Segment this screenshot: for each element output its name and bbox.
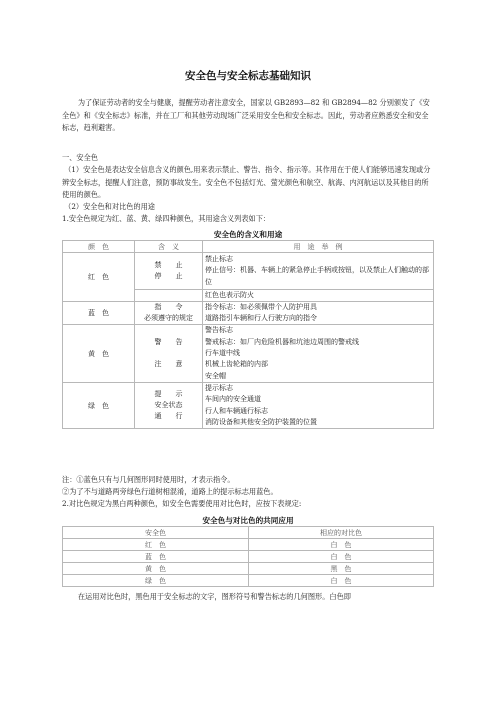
uses-cell [203,382,434,428]
table-header: 相应的对比色 [249,527,434,539]
paragraph-usage-heading: （2）安全色和对比色的用途 [64,202,155,211]
meaning-line: 禁 止 [154,260,183,269]
note-blue: 注：①蓝色只有与几何图形同时使用时，才表示指令。 [62,475,235,484]
table-cell: 黄 色 [63,563,249,575]
use-line: 指令标志：如必须佩带个人防护用具 [205,302,317,311]
meaning-line: 指 令 [154,302,183,311]
table-row [63,301,434,325]
meaning-cell [135,289,203,301]
meaning-cell [135,253,203,290]
table-cell: 蓝 色 [63,551,249,563]
note-green-road: ②为了不与道路两旁绿色行道树相混淆，道路上的提示标志用蓝色。 [62,487,278,496]
paragraph-four-colors: 1.安全色规定为红、蓝、黄、绿四种颜色，其用途含义列表如下： [62,214,271,223]
intro-paragraph: 为了保证劳动者的安全与健康，提醒劳动者注意安全，国家以 GB2893—82 和 GB2894—82 分别颁发了《安全色》和《安全标志》标准，并在工厂和其他劳动现场广泛采用安全色和安全标志。因此，劳动者应熟悉安全和安全标志，趋利避害。 [62,98,430,132]
table-cell: 白 色 [249,551,434,563]
meaning-line: 通 行 [154,412,183,421]
table-header: 颜 色 [63,241,135,253]
use-line: 车间内的安全通道 [205,395,261,404]
paragraph-safety-color: （1）安全色是表达安全信息含义的颜色,用来表示禁止、警告、指令、指示等。其作用在于使人们能够迅速发现或分辨安全标志，提醒人们注意，预防事故发生。安全色不包括灯光、萤光颜色和航空、航海、内河航运以及其他目的所使用的颜色。 [62,165,431,199]
table-cell: 白 色 [249,575,434,587]
color-cell: 红 色 [63,253,135,302]
color-cell: 绿 色 [63,382,135,428]
table-header: 用 途 举 例 [203,241,434,253]
meaning-cell [135,301,203,325]
section-heading: 一、安全色 [62,153,98,162]
uses-cell [203,325,434,382]
meaning-line: 必须遵守的规定 [144,314,193,323]
use-line: 机械上齿轮箱的内部 [205,360,268,369]
table-cell: 绿 色 [63,575,249,587]
table-row [63,253,434,290]
use-line: 行人和车辆通行标志 [205,406,268,415]
use-line: 停止信号：机器、车辆上的紧急停止手柄或按钮，以及禁止人们触动的部位 [205,266,429,286]
table-row [63,382,434,428]
meaning-line: 注 意 [154,360,183,369]
table-header: 安全色 [63,527,249,539]
table1-caption: 安全色的含义和用途 [213,230,283,239]
table2-caption: 安全色与对比色的共同应用 [202,516,294,525]
safety-color-table [62,240,434,429]
uses-cell [203,301,434,325]
meaning-line: 警 告 [154,337,183,346]
table-row [63,551,434,563]
table-row [63,563,434,575]
meaning-line [137,348,200,359]
paragraph-contrast-usage: 在运用对比色时，黑色用于安全标志的文字，图形符号和警告标志的几何图形。白色即 [77,592,351,601]
page-title: 安全色与安全标志基础知识 [185,70,311,82]
uses-cell [203,253,434,290]
use-line: 警告标志 [205,326,233,335]
meaning-line: 停 止 [154,271,183,280]
use-line: 行车道中线 [205,349,240,358]
table-cell: 黑 色 [249,563,434,575]
table-header: 含 义 [135,241,203,253]
uses-cell: 红色也表示防火 [203,289,434,301]
table-cell: 红 色 [63,539,249,551]
table-row [63,325,434,382]
use-line: 禁止标志 [205,255,233,263]
table-row [63,575,434,587]
table-header-row [63,527,434,539]
meaning-line: 安全状态 [154,400,183,409]
use-line: 安全帽 [205,371,226,380]
meaning-cell [135,325,203,382]
use-line: 警戒标志：如厂内危险机器和坑池边周围的警戒线 [205,337,359,346]
use-line: 道路指引车辆和行人行驶方向的指令 [205,314,317,323]
color-cell: 黄 色 [63,325,135,382]
paragraph-contrast-color: 2.对比色规定为黑白两种颜色，如安全色需要使用对比色时，应按下表规定: [62,499,302,508]
use-line: 提示标志 [205,383,233,392]
table-row [63,539,434,551]
table-cell: 白 色 [249,539,434,551]
contrast-color-table [62,526,434,587]
color-cell: 蓝 色 [63,301,135,325]
meaning-line: 提 示 [154,389,183,398]
table-header-row [63,241,434,253]
meaning-cell [135,382,203,428]
use-line: 消防设备和其他安全防护装置的位置 [205,417,317,426]
